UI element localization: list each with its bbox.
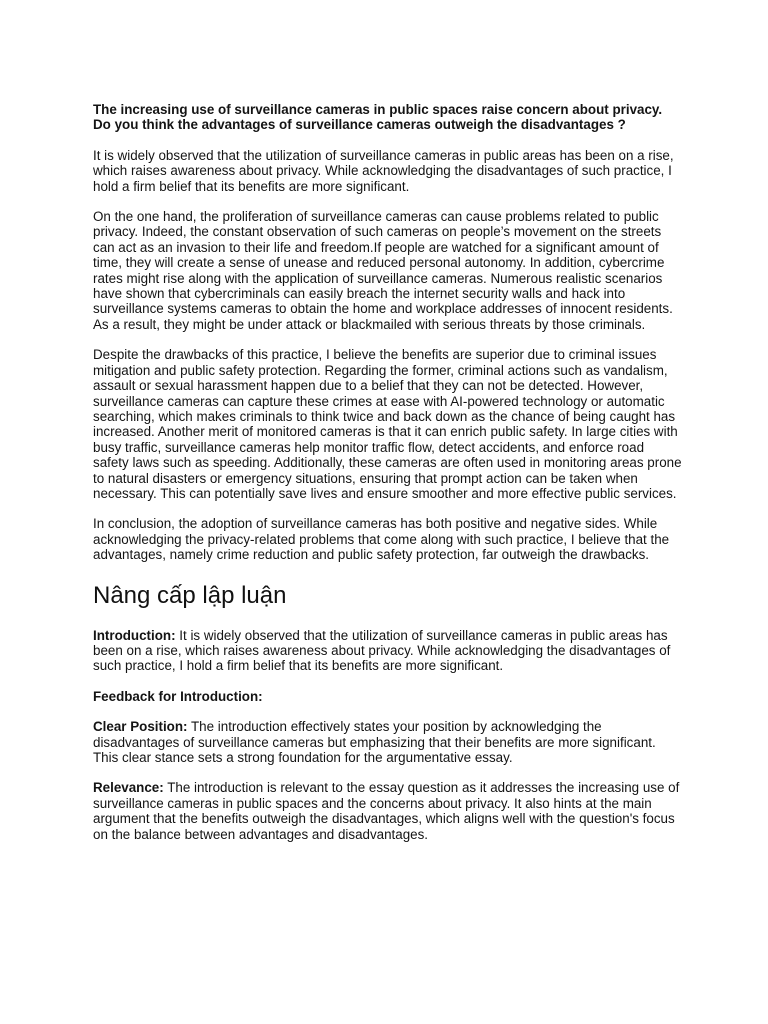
essay-paragraph-body-1: On the one hand, the proliferation of surveillance cameras can cause problems related to public privacy. Indeed, the constant observation of such cameras on people’s movement on the streets can act as an invasion to their life and freedom.If people are watched for a significant amount of time, they will create a sense of unease and reduced personal autonomy. In addition, cybercrime rates might rise along with the application of surveillance cameras. Numerous realistic scenarios have shown that cybercriminals can easily breach the internet security walls and hack into surveillance systems cameras to obtain the home and workplace addresses of innocent residents. As a result, they might be under attack or blackmailed with serious threats by those criminals. [93,209,673,332]
essay-paragraph-conclusion: In conclusion, the adoption of surveillance cameras has both positive and negative sides. While acknowledging the privacy-related problems that come along with such practice, I believe that the advantages, namely crime reduction and public safety protection, far outweigh the drawbacks. [93,516,670,563]
introduction-label: Introduction: [93,627,176,643]
document-page [93,102,683,857]
essay-paragraph-body-2: Despite the drawbacks of this practice, I believe the benefits are superior due to criminal issues mitigation and public safety protection. Regarding the former, criminal actions such as vandalism, assault or sexual harassment happen due to a belief that they can not be detected. However, surveillance cameras can capture these crimes at ease with AI-powered technology or automatic searching, which makes criminals to think twice and back down as the chance of being caught has increased. Another merit of monitored cameras is that it can enrich public safety. In large cities with busy traffic, surveillance cameras help monitor traffic flow, detect accidents, and enforce road safety laws such as speeding. Additionally, these cameras are often used in monitoring areas prone to natural disasters or emergency situations, ensuring that prompt action can be taken when necessary. This can potentially save lives and ensure smoother and more effective public services. [93,347,682,501]
essay-question: The increasing use of surveillance cameras in public spaces raise concern about privacy. Do you think the advantages of surveillance cameras outweigh the disadvantages ? [93,102,663,133]
feedback-relevance [93,780,683,842]
essay-paragraph-introduction: It is widely observed that the utilization of surveillance cameras in public areas has been on a rise, which raises awareness about privacy. While acknowledging the disadvantages of such practice, I hold a firm belief that its benefits are more significant. [93,147,674,194]
clear-position-label: Clear Position: [93,719,188,735]
feedback-section-heading: Nâng cấp lập luận [93,581,287,609]
feedback-for-introduction-heading: Feedback for Introduction: [93,688,263,704]
feedback-introduction [93,628,683,674]
feedback-clear-position [93,719,683,765]
clear-position-text: The introduction effectively states your position by acknowledging the disadvantages of surveillance cameras but emphasizing that their benefits are more significant. This clear stance sets a strong foundation for the argumentative essay. [93,719,656,765]
relevance-label: Relevance: [93,780,164,796]
introduction-text: It is widely observed that the utilization of surveillance cameras in public areas has been on a rise, which raises awareness about privacy. While acknowledging the disadvantages of such practice, I hold a firm belief that its benefits are more significant. [93,627,671,674]
relevance-text: The introduction is relevant to the essay question as it addresses the increasing use of surveillance cameras in public spaces and the concerns about privacy. It also hints at the main argument that the benefits outweigh the disadvantages, which aligns well with the question's focus on the balance between advantages and disadvantages. [93,780,680,842]
